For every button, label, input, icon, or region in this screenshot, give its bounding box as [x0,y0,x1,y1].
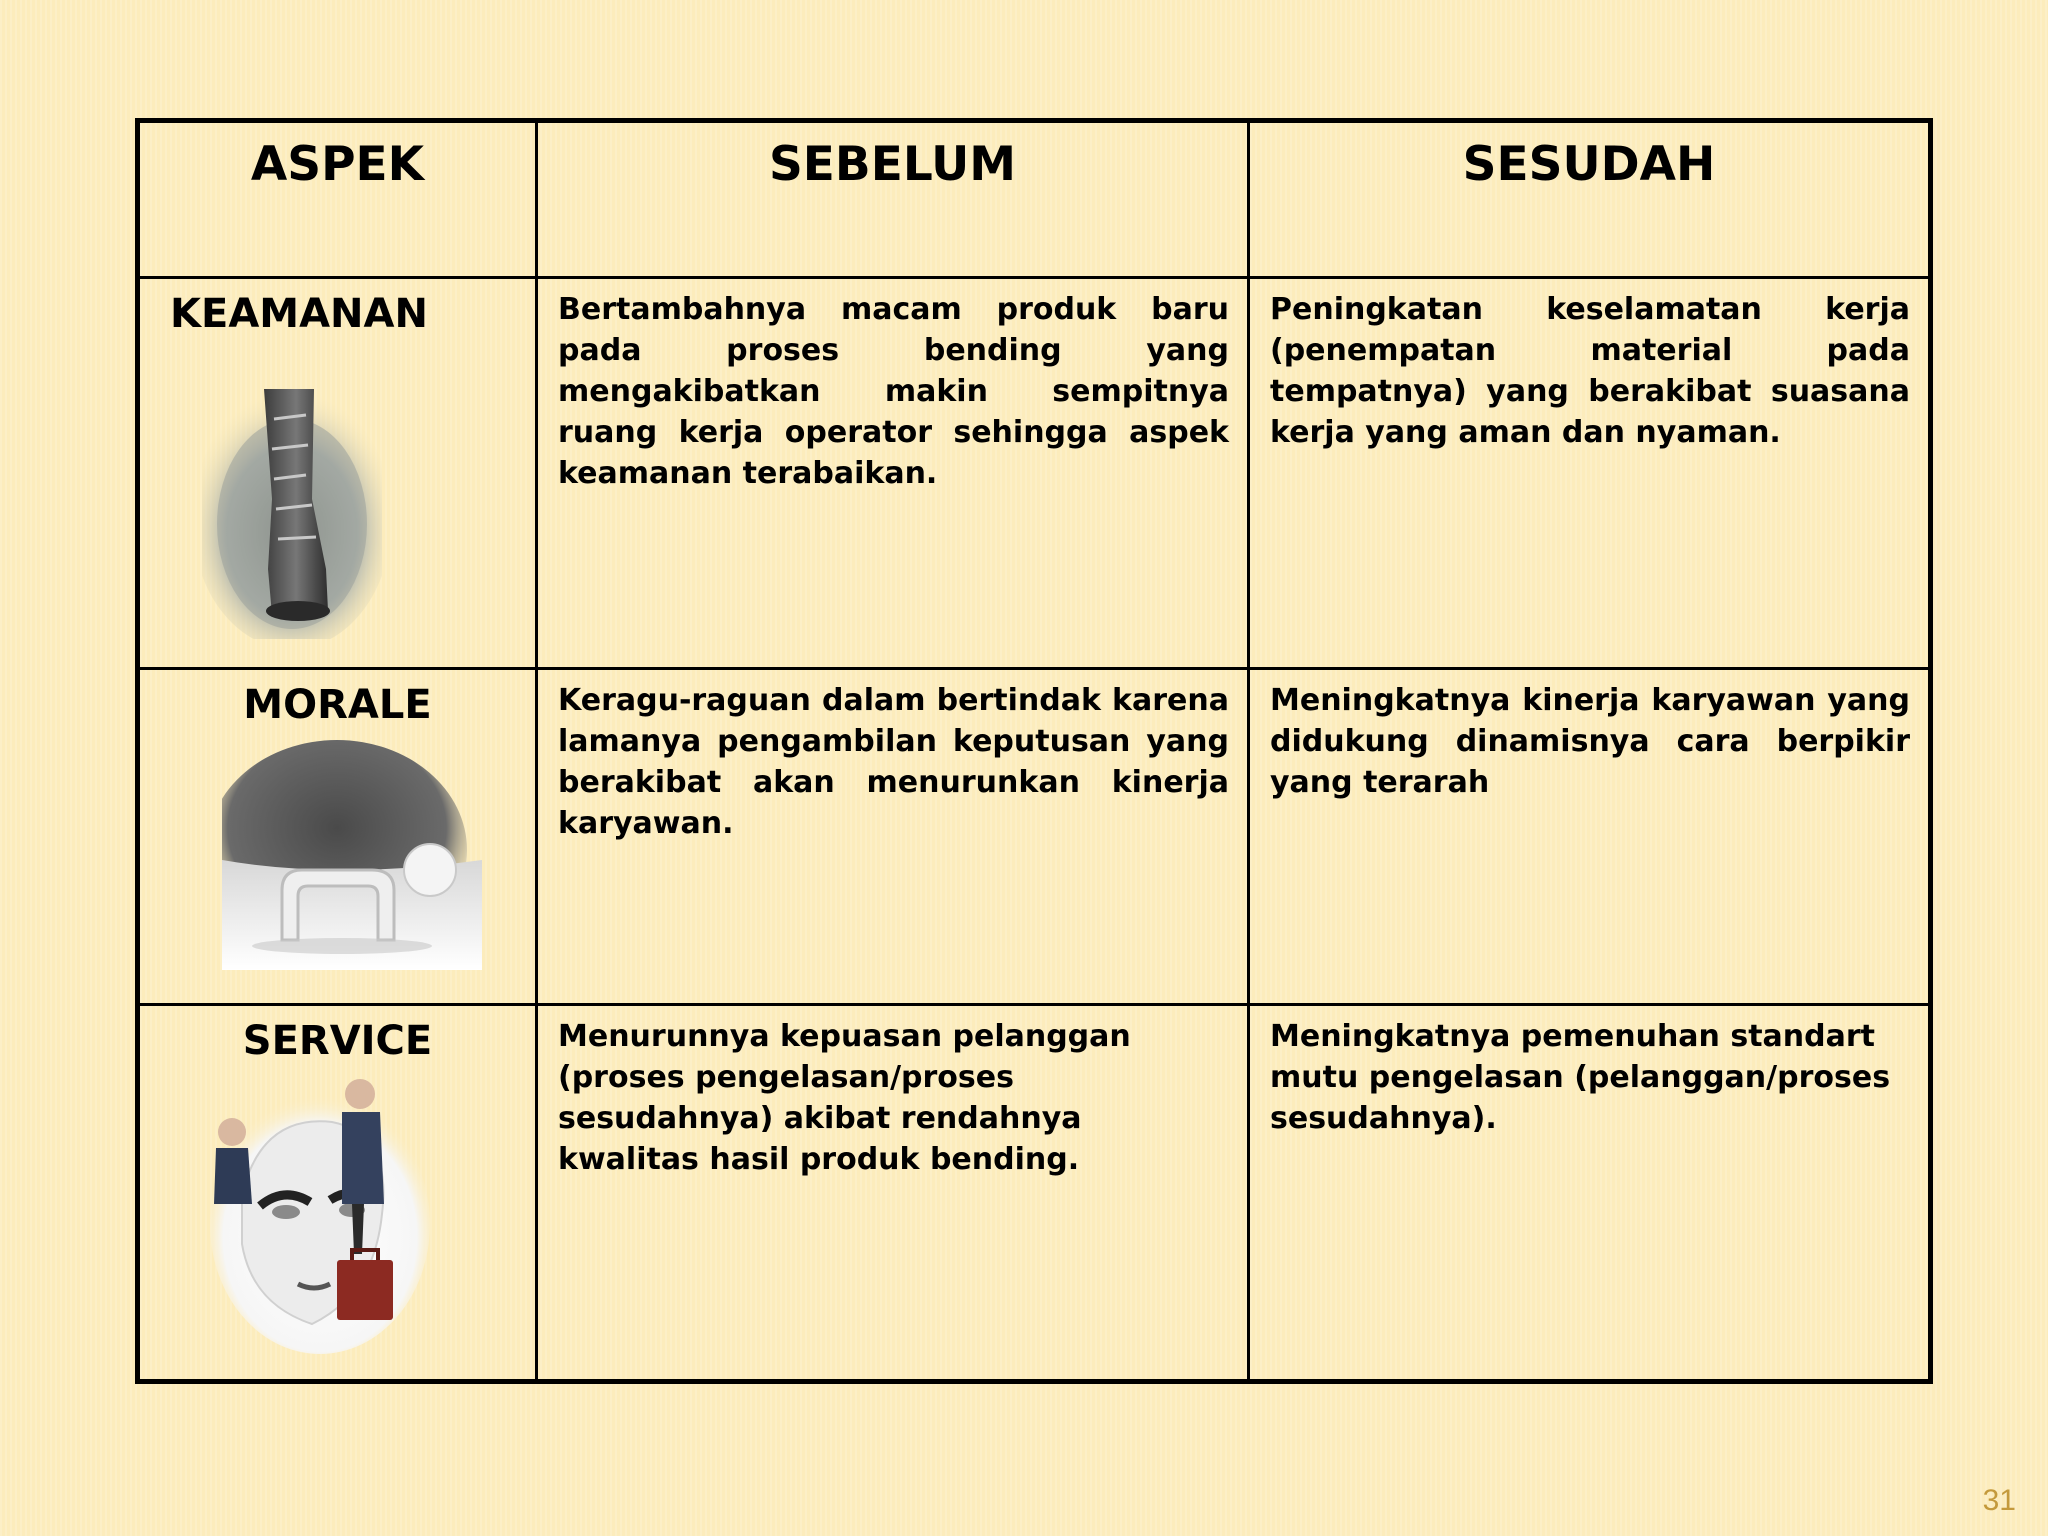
aspect-label-service: SERVICE [242,1018,433,1064]
figure-lifting-bar-icon [222,740,482,980]
aspect-cell-keamanan [140,279,538,667]
aspect-cell-service [140,1006,538,1379]
sebelum-cell-service [538,1006,1250,1379]
sesudah-cell-morale [1250,670,1928,1003]
aspect-cell-morale [140,670,538,1003]
sebelum-text-keamanan: Bertambahnya macam produk baru pada proses bending yang mengakibatkan makin sempitnya ruang kerja operator sehingga aspek keamanan terabaikan. [558,292,1229,491]
sebelum-text-service: Menurunnya kepuasan pelanggan (proses pengelasan/proses sesudahnya) akibat rendahnya kwalitas hasil produk bending. [558,1019,1131,1177]
table-row [140,670,1928,1006]
aspect-label-morale: MORALE [243,682,432,728]
table-row [140,1006,1928,1379]
header-sebelum: SEBELUM [768,137,1017,192]
safety-boot-icon [202,379,382,639]
page-number: 31 [1982,1484,2016,1517]
table-row [140,279,1928,670]
table-header-row [140,123,1928,279]
businessmen-and-face-icon [202,1074,442,1354]
sesudah-text-keamanan: Peningkatan keselamatan kerja (penempatan material pada tempatnya) yang berakibat suasana kerja yang aman dan nyaman. [1270,292,1910,450]
sebelum-cell-keamanan [538,279,1250,667]
sesudah-cell-keamanan [1250,279,1928,667]
header-sesudah: SESUDAH [1462,137,1716,192]
sesudah-text-morale: Meningkatnya kinerja karyawan yang didukung dinamisnya cara berpikir yang terarah [1270,683,1910,800]
header-aspek: ASPEK [250,137,425,192]
aspect-label-keamanan: KEAMANAN [170,291,428,337]
sesudah-text-service: Meningkatnya pemenuhan standart mutu pengelasan (pelanggan/proses sesudahnya). [1270,1019,1891,1136]
sebelum-text-morale: Keragu-raguan dalam bertindak karena lamanya pengambilan keputusan yang berakibat akan menurunkan kinerja karyawan. [558,683,1229,841]
sesudah-cell-service [1250,1006,1928,1379]
header-cell-sesudah [1250,123,1928,276]
comparison-table [135,118,1933,1384]
sebelum-cell-morale [538,670,1250,1003]
header-cell-sebelum [538,123,1250,276]
header-cell-aspek [140,123,538,276]
